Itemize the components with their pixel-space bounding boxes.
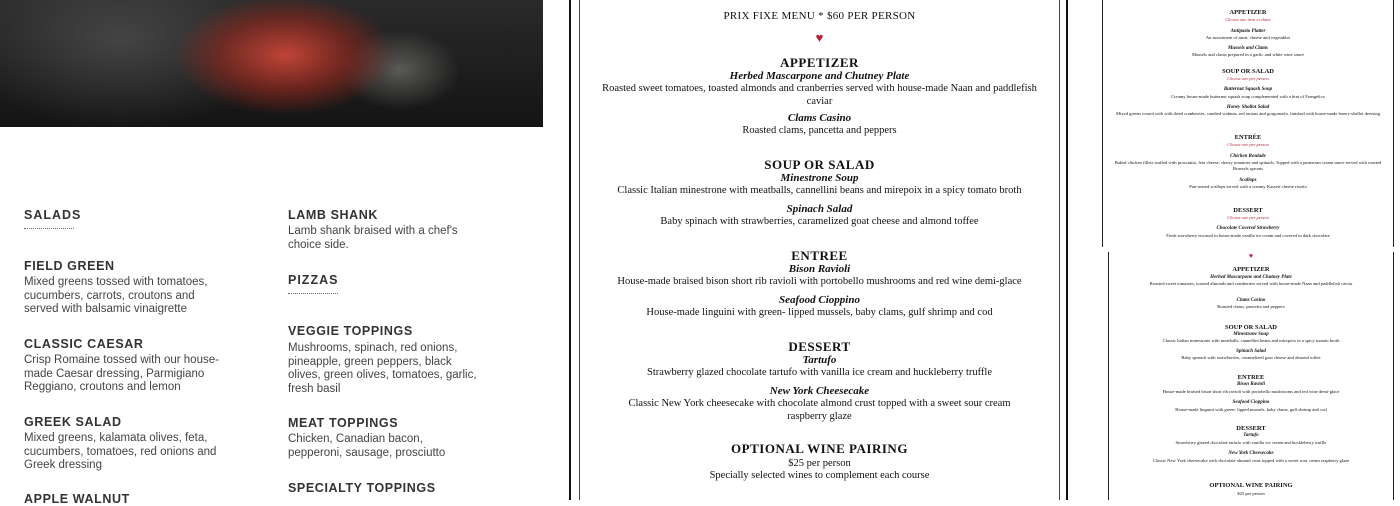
menu-item-title: VEGGIE TOPPINGS [288,324,413,338]
mini-section-title: OPTIONAL WINE PAIRING [1209,482,1293,489]
dish-description: Classic Italian minestrone with meatballs, cannellini beans and mirepoix in a spicy tomato broth [617,185,1022,196]
mini-desc: Pan-seared scallops served with a creamy Kasseri cheese risotto [1189,184,1307,189]
menu-item-title: SPECIALTY TOPPINGS [288,481,436,495]
mini-note: Choose one per person [1227,215,1269,220]
dish-name: Herbed Mascarpone and Chutney Plate [729,70,910,82]
mini-dish: Tartufo [1243,433,1259,438]
mini-desc: House-made linguini with green- lipped mussels, baby clams, gulf shrimp and cod [1175,407,1327,412]
hero-food-photo [0,0,543,127]
menu-item-description: Crisp Romaine tossed with our house-made Caesar dressing, Parmigiano Reggiano, croutons and lemon [24,354,219,393]
mini-dish: Chocolate Covered Strawberry [1216,226,1280,231]
mini-dish: Spinach Salad [1236,349,1266,354]
mini-dish: Antipasto Platter [1230,29,1266,34]
category-divider [288,293,338,294]
dish-description: Roasted clams, pancetta and peppers [742,125,897,136]
mini-dish: Seafood Cioppino [1232,400,1270,405]
mini-desc: House-made braised bison short rib ravioli with portobello mushrooms and red wine demi-glace [1162,389,1340,394]
mini-desc: Baby spinach with strawberries, caramelized goat cheese and almond toffee [1181,355,1321,360]
category-pizzas-heading: PIZZAS [288,273,339,287]
wine-description: Specially selected wines to complement each course [709,470,930,481]
document-page [579,0,1060,500]
mini-section-title: DESSERT [1233,207,1263,214]
mini-dish: Minestrone Soup [1233,332,1269,337]
menu-item-title: GREEK SALAD [24,415,122,429]
dish-name: Minestrone Soup [780,172,859,184]
mini-dish: Butternut Squash Soup [1223,87,1273,92]
mini-note: Choose one item to share [1225,17,1271,22]
dish-name: Bison Ravioli [788,263,851,275]
mini-section-title: DESSERT [1236,425,1266,432]
mini-dish: Honey Shallot Salad [1226,105,1270,110]
prix-fixe-menu-document [569,0,1068,500]
menu-item-title: APPLE WALNUT [24,492,130,506]
dish-description: Strawberry glazed chocolate tartufo with vanilla ice cream and huckleberry truffle [647,367,992,378]
mini-dish: Chicken Roulade [1230,154,1266,159]
menu-item-description: Mushrooms, spinach, red onions, pineapple, green peppers, black olives, green olives, tomatoes, garlic, fresh basil [288,342,477,395]
menu-thumbnail-bottom[interactable] [1108,252,1394,500]
menu-item-title: MEAT TOPPINGS [288,416,399,430]
dish-name: Spinach Salad [786,203,853,215]
mini-desc: Roasted sweet tomatoes, toasted almonds and cranberries served with house-made Naan and paddlefish caviar [1149,281,1353,286]
dish-description: House-made braised bison short rib ravioli with portobello mushrooms and red wine demi-glace [617,276,1022,287]
section-title-soup-salad: SOUP OR SALAD [764,157,875,172]
mini-desc: An assortment of meat, cheese and vegetables [1205,35,1291,40]
menu-item-title: CLASSIC CAESAR [24,337,144,351]
menu-item-description: Lamb shank braised with a chef's choice side. [288,225,458,251]
heart-icon: ♥ [1248,252,1254,260]
mini-desc: Roasted clams, pancetta and peppers [1217,304,1285,309]
dish-description: Baby spinach with strawberries, caramelized goat cheese and almond toffee [660,216,979,227]
mini-section-title: ENTRÉE [1234,134,1262,141]
dish-name: Seafood Cioppino [779,294,860,306]
mini-dish: Bison Ravioli [1237,382,1265,387]
mini-desc: $25 per person [1237,491,1265,496]
mini-desc: Classic New York cheesecake with chocolate almond crust topped with a sweet sour cream raspberry glaze [1152,458,1350,463]
mini-note: Choose one per person [1227,76,1269,81]
mini-desc: Creamy house-made butternut squash soup complemented with a hint of Frangelico [1171,94,1325,99]
category-salads-heading: SALADS [24,208,82,222]
dish-description: Classic New York cheesecake with chocolate almond crust topped with a sweet sour cream raspberry glaze [628,398,1011,422]
section-title-dessert: DESSERT [788,339,851,354]
dish-name: Tartufo [802,354,837,366]
mini-dish: Mussels and Clams [1227,46,1268,51]
mini-dish: Clams Casino [1236,298,1266,303]
category-divider [24,228,74,229]
mini-section-title: ENTREE [1237,374,1265,381]
section-title-entree: ENTREE [791,248,848,263]
menu-item-title: LAMB SHANK [288,208,379,222]
mini-section-title: APPETIZER [1229,9,1267,16]
dish-description: Roasted sweet tomatoes, toasted almonds and cranberries served with house-made Naan and paddlefish caviar [602,83,1037,107]
dish-name: Clams Casino [787,112,852,124]
wine-price: $25 per person [788,458,851,469]
prix-fixe-header: PRIX FIXE MENU * $60 PER PERSON [723,10,916,22]
menu-item-title: FIELD GREEN [24,259,115,273]
mini-dish: Herbed Mascarpone and Chutney Plate [1210,275,1292,280]
mini-desc: Strawberry glazed chocolate tartufo with vanilla ice cream and huckleberry truffle [1175,440,1327,445]
section-title-wine: OPTIONAL WINE PAIRING [731,441,908,456]
mini-section-title: APPETIZER [1232,266,1270,273]
mini-desc: Fresh strawberry encased in house-made vanilla ice cream and covered in dark chocolate [1166,233,1330,238]
mini-desc: Baked chicken fillets stuffed with prosciutto, feta cheese, cherry tomatoes and spinach; Topped with a parmesan cream sauce served with roasted Brussels sprouts [1114,160,1382,171]
mini-dish: New York Cheesecake [1228,451,1274,456]
menu-item-description: Mixed greens tossed with tomatoes, cucumbers, carrots, croutons and served with balsamic vinaigrette [24,276,208,315]
dish-name: New York Cheesecake [769,385,870,397]
mini-section-title: SOUP OR SALAD [1221,68,1274,75]
menu-thumbnail-top[interactable] [1102,0,1394,247]
section-title-appetizer: APPETIZER [780,55,859,70]
mini-desc: Classic Italian minestrone with meatballs, cannellini beans and mirepoix in a spicy tomato broth [1162,338,1340,343]
mini-desc: Mussels and clams prepared in a garlic and white wine sauce [1192,52,1304,57]
mini-note: Choose one per person [1227,142,1269,147]
menu-item-description: Chicken, Canadian bacon, pepperoni, sausage, prosciutto [288,433,446,459]
mini-dish: Scallops [1239,178,1257,183]
dish-description: House-made linguini with green- lipped mussels, baby clams, gulf shrimp and cod [646,307,993,318]
menu-item-description: Mixed greens, kalamata olives, feta, cucumbers, tomatoes, red onions and Greek dressing [24,432,217,471]
heart-icon: ♥ [815,30,824,45]
mini-desc: Mixed greens tossed with with dried cranberries, candied walnuts, red onions and gorgonzola, finished with house-made honey-shallot dressing [1116,111,1380,116]
mini-section-title: SOUP OR SALAD [1224,324,1277,331]
